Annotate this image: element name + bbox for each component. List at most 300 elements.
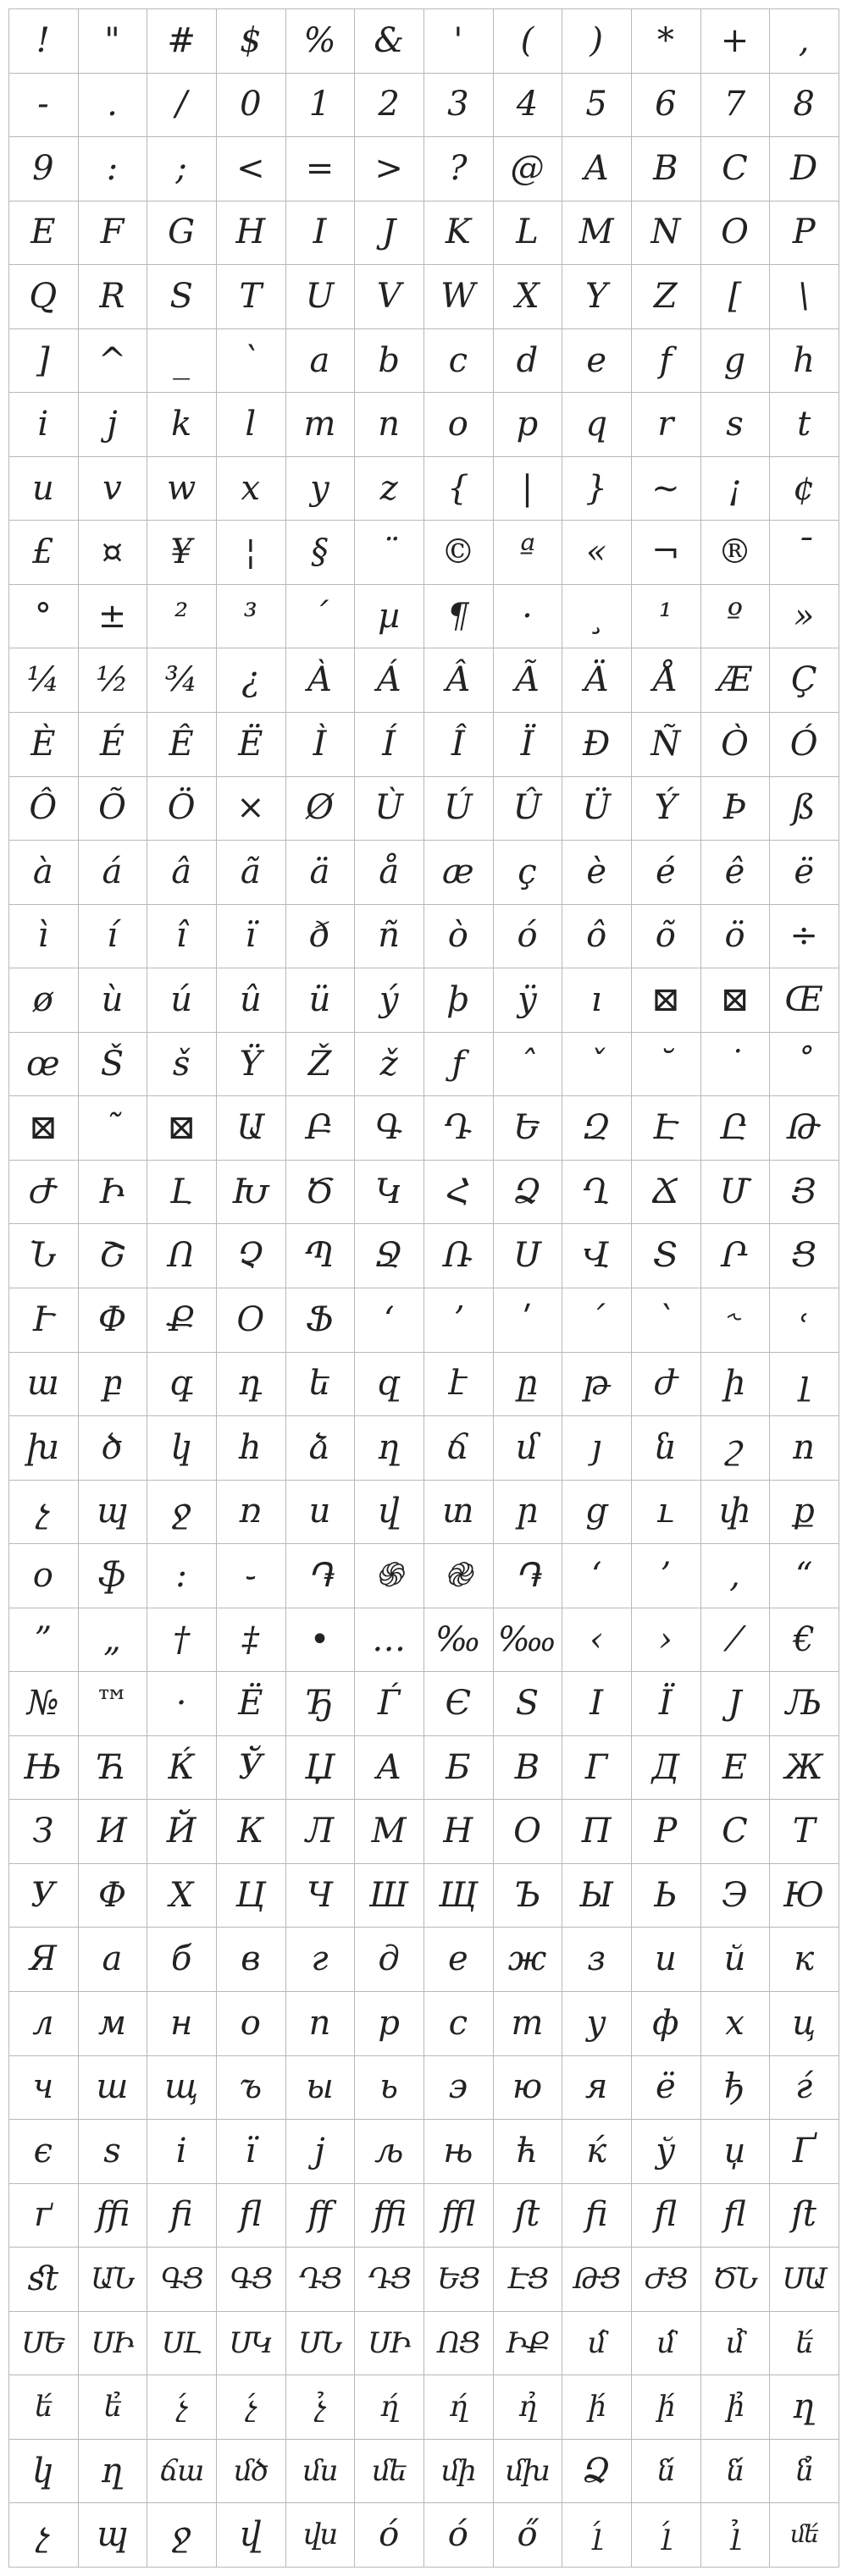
glyph-cell: ¬ <box>631 520 701 585</box>
glyph-cell: Ñ <box>631 712 701 777</box>
glyph-cell: Т <box>769 1799 839 1864</box>
glyph-cell: ի́ <box>631 2375 701 2440</box>
glyph-cell: ю <box>493 2055 563 2121</box>
glyph-cell: ћ <box>493 2119 563 2184</box>
glyph-cell: Æ <box>700 648 771 714</box>
glyph-cell: ‰ <box>424 1608 494 1673</box>
glyph-cell: Й <box>147 1799 217 1864</box>
glyph-cell: а <box>78 1928 148 1993</box>
glyph-cell: Г <box>562 1735 632 1801</box>
glyph-cell: Џ <box>285 1735 356 1801</box>
glyph-cell: Ò <box>700 712 771 777</box>
glyph-cell: Ն <box>8 1223 79 1288</box>
glyph-cell: º <box>700 584 771 649</box>
glyph-cell: Ճ <box>631 1160 701 1225</box>
glyph-cell: ե́ <box>8 2375 79 2440</box>
glyph-cell: ð <box>285 904 356 969</box>
glyph-cell: Ժ <box>8 1160 79 1225</box>
glyph-cell: к <box>769 1928 839 1993</box>
glyph-cell: в <box>216 1928 286 1993</box>
glyph-cell: ʼ <box>424 1288 494 1353</box>
glyph-cell: ⊠ <box>700 968 771 1033</box>
glyph-cell: չ̉ <box>285 2375 356 2440</box>
glyph-cell: Ü <box>562 776 632 841</box>
glyph-cell: * <box>631 8 701 74</box>
glyph-cell: ղ <box>354 1415 424 1481</box>
glyph-cell: ђ <box>700 2055 771 2121</box>
glyph-cell: у <box>562 1991 632 2056</box>
glyph-cell: դ <box>216 1352 286 1417</box>
glyph-cell: v <box>78 456 148 521</box>
glyph-cell: օ <box>8 1543 79 1608</box>
glyph-cell: > <box>354 136 424 201</box>
glyph-cell: Щ <box>424 1863 494 1928</box>
glyph-cell: З <box>8 1799 79 1864</box>
glyph-cell: Ï <box>493 712 563 777</box>
glyph-cell: Ռ <box>424 1223 494 1288</box>
glyph-cell: Ց <box>769 1223 839 1288</box>
glyph-cell: © <box>424 520 494 585</box>
glyph-cell: ձ <box>285 1415 356 1481</box>
glyph-cell: « <box>562 520 632 585</box>
glyph-cell: B <box>631 136 701 201</box>
glyph-cell: , <box>769 8 839 74</box>
glyph-cell: ‹ <box>562 1608 632 1673</box>
glyph-cell: € <box>769 1608 839 1673</box>
glyph-cell: ﬂ <box>631 2183 701 2248</box>
glyph-cell: Ё <box>216 1671 286 1736</box>
glyph-cell: 8 <box>769 73 839 138</box>
glyph-cell: հ <box>216 1415 286 1481</box>
glyph-cell: ʻ <box>354 1288 424 1353</box>
glyph-cell: ԹՑ <box>562 2247 632 2312</box>
glyph-cell: Շ <box>78 1223 148 1288</box>
glyph-cell: ի <box>700 1352 771 1417</box>
glyph-cell: ե̉ <box>78 2375 148 2440</box>
glyph-cell: о <box>216 1991 286 2056</box>
glyph-cell: Á <box>354 648 424 714</box>
glyph-cell: Մ <box>700 1160 771 1225</box>
glyph-cell: ն̉ <box>769 2439 839 2504</box>
glyph-cell: ќ <box>562 2119 632 2184</box>
glyph-cell: ґ <box>8 2183 79 2248</box>
glyph-cell: 4 <box>493 73 563 138</box>
glyph-cell: ﬃ <box>78 2183 148 2248</box>
glyph-cell: 5 <box>562 73 632 138</box>
glyph-cell: Ú <box>424 776 494 841</box>
glyph-cell: T <box>216 264 286 329</box>
glyph-cell: Ա <box>216 1095 286 1161</box>
glyph-cell: Х <box>147 1863 217 1928</box>
glyph-cell: ѕ <box>78 2119 148 2184</box>
glyph-cell: ÿ <box>493 968 563 1033</box>
glyph-cell: ò <box>424 904 494 969</box>
glyph-cell: F <box>78 201 148 266</box>
glyph-cell: z <box>354 456 424 521</box>
glyph-cell: љ <box>354 2119 424 2184</box>
glyph-cell: ե́ <box>769 2311 839 2376</box>
glyph-cell: ^ <box>78 328 148 394</box>
glyph-cell: Э <box>700 1863 771 1928</box>
glyph-cell: р <box>354 1991 424 2056</box>
glyph-cell: с <box>424 1991 494 2056</box>
glyph-cell: ý <box>354 968 424 1033</box>
glyph-cell: ﬁ <box>147 2183 217 2248</box>
glyph-cell: À <box>285 648 356 714</box>
glyph-cell: â <box>147 840 217 905</box>
glyph-cell: Ю <box>769 1863 839 1928</box>
glyph-cell: մի <box>424 2439 494 2504</box>
glyph-cell: ˓ <box>769 1288 839 1353</box>
glyph-cell: б <box>147 1928 217 1993</box>
glyph-cell: Í <box>354 712 424 777</box>
glyph-cell: Ö <box>147 776 217 841</box>
glyph-cell: ¼ <box>8 648 79 714</box>
glyph-cell: V <box>354 264 424 329</box>
glyph-cell: Թ <box>769 1095 839 1161</box>
glyph-cell: • <box>285 1608 356 1673</box>
glyph-cell: ՍԿ <box>216 2311 286 2376</box>
glyph-cell: ³ <box>216 584 286 649</box>
glyph-cell: ф <box>631 1991 701 2056</box>
glyph-cell: Ä <box>562 648 632 714</box>
glyph-cell: ô <box>562 904 632 969</box>
glyph-cell: ի́ <box>562 2375 632 2440</box>
glyph-cell: o <box>424 392 494 457</box>
glyph-cell: ã <box>216 840 286 905</box>
glyph-cell: ո <box>769 1415 839 1481</box>
glyph-cell: ։ <box>147 1543 217 1608</box>
glyph-cell: 1 <box>285 73 356 138</box>
glyph-cell: Ø <box>285 776 356 841</box>
glyph-cell: Е <box>700 1735 771 1801</box>
glyph-cell: Љ <box>769 1671 839 1736</box>
glyph-cell: ч <box>8 2055 79 2121</box>
glyph-cell: ն <box>631 1415 701 1481</box>
glyph-cell: é <box>631 840 701 905</box>
glyph-cell: ջ <box>147 1480 217 1545</box>
glyph-cell: | <box>493 456 563 521</box>
glyph-cell: ± <box>78 584 148 649</box>
glyph-cell: › <box>631 1608 701 1673</box>
glyph-cell: ե <box>285 1352 356 1417</box>
glyph-cell: @ <box>493 136 563 201</box>
glyph-cell: » <box>769 584 839 649</box>
glyph-cell: մ́ <box>631 2311 701 2376</box>
glyph-cell: Ф <box>78 1863 148 1928</box>
glyph-cell: _ <box>147 328 217 394</box>
glyph-cell: Ш <box>354 1863 424 1928</box>
glyph-cell: G <box>147 201 217 266</box>
glyph-cell: # <box>147 8 217 74</box>
glyph-cell: ﬃ <box>354 2183 424 2248</box>
glyph-cell: Š <box>78 1032 148 1097</box>
glyph-cell: ! <box>8 8 79 74</box>
glyph-cell: ü <box>285 968 356 1033</box>
glyph-cell: õ <box>631 904 701 969</box>
glyph-cell: l <box>216 392 286 457</box>
glyph-cell: ë <box>769 840 839 905</box>
glyph-cell: п <box>285 1991 356 2056</box>
glyph-cell: ù <box>78 968 148 1033</box>
glyph-cell: ] <box>8 328 79 394</box>
glyph-cell: ֊ <box>216 1543 286 1608</box>
glyph-cell: & <box>354 8 424 74</box>
glyph-cell: ) <box>562 8 632 74</box>
glyph-cell: պ <box>78 2502 148 2568</box>
glyph-cell: ֎ <box>424 1543 494 1608</box>
glyph-cell: ¿ <box>216 648 286 714</box>
glyph-cell: r <box>631 392 701 457</box>
glyph-cell: Ї <box>631 1671 701 1736</box>
glyph-cell: ք <box>769 1480 839 1545</box>
glyph-cell: ﬄ <box>424 2183 494 2248</box>
glyph-cell: w <box>147 456 217 521</box>
glyph-cell: ¹ <box>631 584 701 649</box>
glyph-cell: շ <box>700 1415 771 1481</box>
glyph-cell: ˜ <box>78 1095 148 1161</box>
glyph-cell: ՍԱ <box>769 2247 839 2312</box>
glyph-cell: ՍՆ <box>285 2311 356 2376</box>
glyph-cell: Ք <box>147 1288 217 1353</box>
glyph-cell: , <box>700 1543 771 1608</box>
glyph-cell: Ֆ <box>285 1288 356 1353</box>
glyph-cell: Ч <box>285 1863 356 1928</box>
glyph-cell: ¾ <box>147 648 217 714</box>
glyph-cell: R <box>78 264 148 329</box>
glyph-cell: 3 <box>424 73 494 138</box>
glyph-cell: û <box>216 968 286 1033</box>
glyph-cell: ™ <box>78 1671 148 1736</box>
glyph-cell: \ <box>769 264 839 329</box>
glyph-cell: ‡ <box>216 1608 286 1673</box>
glyph-cell: վ <box>216 2502 286 2568</box>
glyph-grid <box>8 8 839 2567</box>
glyph-cell: Ո <box>147 1223 217 1288</box>
glyph-cell: Ћ <box>78 1735 148 1801</box>
glyph-cell: չ <box>8 1480 79 1545</box>
glyph-cell: š <box>147 1032 217 1097</box>
glyph-cell: џ <box>700 2119 771 2184</box>
glyph-cell: փ <box>700 1480 771 1545</box>
glyph-cell: մս <box>285 2439 356 2504</box>
glyph-cell: ⊠ <box>8 1095 79 1161</box>
glyph-cell: ⊠ <box>631 968 701 1033</box>
glyph-cell: մ́ <box>562 2311 632 2376</box>
glyph-cell: К <box>216 1799 286 1864</box>
glyph-cell: ԱՆ <box>78 2247 148 2312</box>
glyph-cell: չ́ <box>216 2375 286 2440</box>
glyph-cell: ղ́ <box>424 2375 494 2440</box>
glyph-cell: ﬁ <box>562 2183 632 2248</box>
glyph-cell: О <box>493 1799 563 1864</box>
glyph-cell: Չ <box>216 1223 286 1288</box>
glyph-cell: Ղ <box>562 1160 632 1225</box>
glyph-cell: µ <box>354 584 424 649</box>
glyph-cell: ճա <box>147 2439 217 2504</box>
glyph-cell: Լ <box>147 1160 217 1225</box>
glyph-cell: e <box>562 328 632 394</box>
glyph-cell: ª <box>493 520 563 585</box>
glyph-cell: ՍԻ <box>354 2311 424 2376</box>
glyph-cell: ё <box>631 2055 701 2121</box>
glyph-cell: ﬅ <box>769 2183 839 2248</box>
glyph-cell: ﬀ <box>285 2183 356 2248</box>
glyph-cell: M <box>562 201 632 266</box>
glyph-cell: գ <box>147 1352 217 1417</box>
glyph-cell: ¤ <box>78 520 148 585</box>
glyph-cell: ’ <box>631 1543 701 1608</box>
glyph-cell: P <box>769 201 839 266</box>
glyph-cell: А <box>354 1735 424 1801</box>
glyph-cell: Ы <box>562 1863 632 1928</box>
glyph-cell: < <box>216 136 286 201</box>
glyph-cell: й <box>700 1928 771 1993</box>
glyph-cell: Ô <box>8 776 79 841</box>
glyph-cell: ó <box>493 904 563 969</box>
glyph-cell: լ́ <box>562 2502 632 2568</box>
glyph-cell: { <box>424 456 494 521</box>
glyph-cell: L <box>493 201 563 266</box>
glyph-cell: f <box>631 328 701 394</box>
glyph-cell: Ý <box>631 776 701 841</box>
glyph-cell: } <box>562 456 632 521</box>
glyph-cell: պ <box>78 1480 148 1545</box>
glyph-cell: ½ <box>78 648 148 714</box>
glyph-cell: k <box>147 392 217 457</box>
glyph-cell: u <box>8 456 79 521</box>
glyph-cell: л <box>8 1991 79 2056</box>
glyph-cell: Օ <box>216 1288 286 1353</box>
glyph-cell: И <box>78 1799 148 1864</box>
glyph-cell: ƒ <box>424 1032 494 1097</box>
glyph-cell: щ <box>147 2055 217 2121</box>
glyph-cell: ¥ <box>147 520 217 585</box>
glyph-cell: 0 <box>216 73 286 138</box>
glyph-cell: ˆ <box>493 1032 563 1097</box>
glyph-cell: h <box>769 328 839 394</box>
glyph-cell: բ <box>78 1352 148 1417</box>
glyph-cell: է <box>424 1352 494 1417</box>
glyph-cell: É <box>78 712 148 777</box>
glyph-cell: ն́ <box>631 2439 701 2504</box>
glyph-cell: Բ <box>285 1095 356 1161</box>
glyph-cell: Z <box>631 264 701 329</box>
glyph-cell: Ծ <box>285 1160 356 1225</box>
glyph-cell: Å <box>631 648 701 714</box>
glyph-cell: ” <box>8 1608 79 1673</box>
glyph-cell: D <box>769 136 839 201</box>
glyph-cell: ó <box>354 2502 424 2568</box>
glyph-cell: b <box>354 328 424 394</box>
glyph-cell: ¢ <box>769 456 839 521</box>
glyph-cell: х <box>700 1991 771 2056</box>
glyph-cell: ı <box>562 968 632 1033</box>
glyph-cell: ջ <box>147 2502 217 2568</box>
glyph-cell: ž <box>354 1032 424 1097</box>
glyph-cell: ֏ <box>493 1543 563 1608</box>
glyph-cell: i <box>8 392 79 457</box>
glyph-cell: Հ <box>424 1160 494 1225</box>
glyph-cell: ֏ <box>285 1543 356 1608</box>
glyph-cell: y <box>285 456 356 521</box>
glyph-cell: H <box>216 201 286 266</box>
glyph-cell: × <box>216 776 286 841</box>
glyph-cell: j <box>78 392 148 457</box>
glyph-cell: Л <box>285 1799 356 1864</box>
glyph-cell: ä <box>285 840 356 905</box>
glyph-cell: “ <box>769 1543 839 1608</box>
glyph-cell: ˚ <box>769 1032 839 1097</box>
glyph-cell: Ó <box>769 712 839 777</box>
glyph-cell: ő <box>493 2502 563 2568</box>
glyph-cell: [ <box>700 264 771 329</box>
glyph-cell: ԴՑ <box>285 2247 356 2312</box>
glyph-cell: ս <box>285 1480 356 1545</box>
glyph-cell: Ќ <box>147 1735 217 1801</box>
glyph-cell: Ê <box>147 712 217 777</box>
glyph-cell: … <box>354 1608 424 1673</box>
glyph-cell: ¨ <box>354 520 424 585</box>
glyph-cell: Ը <box>700 1095 771 1161</box>
glyph-cell: · <box>493 584 563 649</box>
glyph-cell: ղ́ <box>354 2375 424 2440</box>
glyph-cell: x <box>216 456 286 521</box>
glyph-cell: ц <box>769 1991 839 2056</box>
glyph-cell: Դ <box>424 1095 494 1161</box>
glyph-cell: p <box>493 392 563 457</box>
glyph-cell: Я <box>8 1928 79 1993</box>
glyph-cell: վս <box>285 2502 356 2568</box>
glyph-cell: Ѕ <box>493 1671 563 1736</box>
glyph-cell: I <box>285 201 356 266</box>
glyph-cell: ﬅ <box>493 2183 563 2248</box>
glyph-cell: N <box>631 201 701 266</box>
glyph-cell: У <box>8 1863 79 1928</box>
glyph-cell: ш <box>78 2055 148 2121</box>
glyph-cell: W <box>424 264 494 329</box>
glyph-cell: 6 <box>631 73 701 138</box>
glyph-cell: Ր <box>700 1223 771 1288</box>
glyph-cell: С <box>700 1799 771 1864</box>
glyph-cell: ր <box>493 1480 563 1545</box>
glyph-cell: э <box>424 2055 494 2121</box>
glyph-cell: П <box>562 1799 632 1864</box>
glyph-cell: m <box>285 392 356 457</box>
glyph-cell: ˙ <box>700 1032 771 1097</box>
glyph-cell: Ձ <box>562 2439 632 2504</box>
glyph-cell: ԵՑ <box>424 2247 494 2312</box>
glyph-cell: и <box>631 1928 701 1993</box>
glyph-cell: н <box>147 1991 217 2056</box>
glyph-cell: æ <box>424 840 494 905</box>
glyph-cell: կ <box>8 2439 79 2504</box>
glyph-cell: ў <box>631 2119 701 2184</box>
glyph-cell: ú <box>147 968 217 1033</box>
glyph-cell: ¯ <box>769 520 839 585</box>
glyph-cell: Â <box>424 648 494 714</box>
glyph-cell: ç <box>493 840 563 905</box>
glyph-cell: մծ <box>216 2439 286 2504</box>
glyph-cell: è <box>562 840 632 905</box>
glyph-cell: U <box>285 264 356 329</box>
glyph-cell: մխ <box>493 2439 563 2504</box>
glyph-cell: Յ <box>769 1160 839 1225</box>
glyph-cell: ը <box>493 1352 563 1417</box>
glyph-cell: ‱ <box>493 1608 563 1673</box>
glyph-cell: я <box>562 2055 632 2121</box>
glyph-cell: ¶ <box>424 584 494 649</box>
